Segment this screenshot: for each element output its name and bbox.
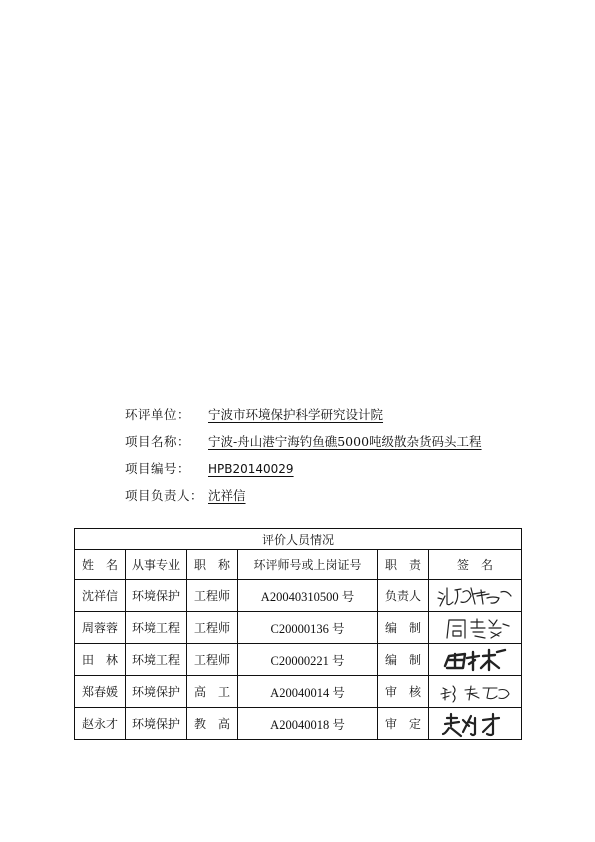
staff-title: 工程师 [187,612,238,644]
staff-table-title-row [75,529,522,550]
staff-duty: 负责人 [378,580,429,612]
staff-table-header-row [75,550,522,580]
info-row-unit [125,404,565,431]
unit-label: 环评单位： [125,407,191,422]
staff-name: 周蓉蓉 [75,612,126,644]
header-specialty: 从事专业 [126,550,187,580]
info-row-lead [125,485,565,512]
staff-title: 高 工 [187,676,238,708]
staff-name: 赵永才 [75,708,126,740]
info-row-code [125,458,565,485]
signature-cell [429,612,522,644]
project-code-value: HPB20140029 [208,462,294,476]
table-row [75,644,522,676]
project-name-value: 宁波-舟山港宁海钓鱼礁5000吨级散杂货码头工程 [208,434,482,449]
header-duty: 职 责 [378,550,429,580]
handwritten-signature [435,646,515,674]
project-info-block [125,404,565,512]
staff-name: 郑春媛 [75,676,126,708]
header-cert: 环评师号或上岗证号 [238,550,378,580]
staff-name: 沈祥信 [75,580,126,612]
header-signature: 签 名 [429,550,522,580]
signature-cell [429,676,522,708]
staff-name: 田 林 [75,644,126,676]
info-row-name [125,431,565,458]
handwritten-signature [435,614,515,642]
staff-duty: 编 制 [378,644,429,676]
handwritten-signature [435,710,515,738]
signature-cell [429,644,522,676]
staff-title: 教 高 [187,708,238,740]
staff-specialty: 环境工程 [126,644,187,676]
header-name: 姓 名 [75,550,126,580]
staff-specialty: 环境保护 [126,676,187,708]
table-row [75,708,522,740]
staff-cert: A20040014 号 [238,676,378,708]
staff-specialty: 环境保护 [126,580,187,612]
project-code-label: 项目编号： [125,461,191,476]
staff-duty: 审 定 [378,708,429,740]
staff-duty: 编 制 [378,612,429,644]
header-title: 职 称 [187,550,238,580]
table-row [75,580,522,612]
staff-duty: 审 核 [378,676,429,708]
handwritten-signature [435,678,515,706]
staff-specialty: 环境工程 [126,612,187,644]
signature-cell [429,580,522,612]
project-lead-label: 项目负责人： [125,488,204,503]
staff-cert: A20040310500 号 [238,580,378,612]
staff-cert: C20000136 号 [238,612,378,644]
signature-cell [429,708,522,740]
staff-table [74,528,522,740]
staff-title: 工程师 [187,644,238,676]
staff-cert: A20040018 号 [238,708,378,740]
handwritten-signature [435,582,515,610]
project-name-label: 项目名称： [125,434,191,449]
staff-cert: C20000221 号 [238,644,378,676]
project-lead-value: 沈祥信 [208,488,246,503]
table-row [75,676,522,708]
staff-specialty: 环境保护 [126,708,187,740]
staff-table-title: 评价人员情况 [75,529,522,550]
table-row [75,612,522,644]
unit-value: 宁波市环境保护科学研究设计院 [208,407,384,422]
staff-title: 工程师 [187,580,238,612]
